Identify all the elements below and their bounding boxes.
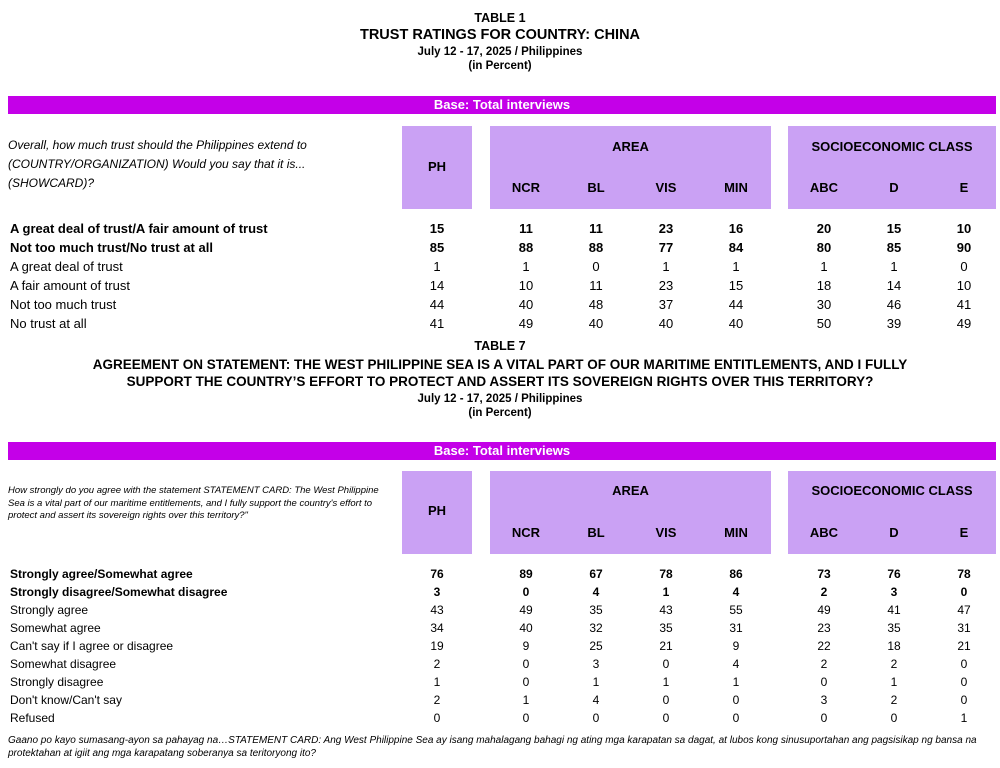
cell-min: 84 xyxy=(728,240,744,255)
cell-e: 0 xyxy=(960,585,968,599)
cell-abc: 50 xyxy=(816,316,832,331)
table7-bl-header: BL xyxy=(587,525,605,540)
table-row xyxy=(0,295,1000,314)
cell-ncr: 40 xyxy=(519,621,533,635)
row-label: A great deal of trust/A fair amount of trust xyxy=(10,221,268,236)
cell-ncr: 0 xyxy=(522,711,530,725)
cell-vis: 23 xyxy=(658,278,674,293)
table1-unit: (in Percent) xyxy=(468,60,532,72)
table7-area-header: AREA xyxy=(612,483,649,498)
table1-ph-header: PH xyxy=(427,159,447,174)
table-row xyxy=(0,583,1000,601)
cell-d: 76 xyxy=(887,567,901,581)
table1-ncr-header: NCR xyxy=(511,180,541,195)
cell-min: 15 xyxy=(728,278,744,293)
table7-d-header: D xyxy=(889,525,899,540)
cell-d: 18 xyxy=(887,639,901,653)
cell-ph: 0 xyxy=(433,711,441,725)
table-row xyxy=(0,219,1000,238)
cell-bl: 1 xyxy=(592,675,600,689)
cell-d: 14 xyxy=(886,278,902,293)
cell-ph: 44 xyxy=(429,297,445,312)
cell-ncr: 0 xyxy=(522,585,530,599)
cell-e: 0 xyxy=(960,675,968,689)
cell-abc: 22 xyxy=(817,639,831,653)
cell-min: 4 xyxy=(732,585,740,599)
table-row xyxy=(0,601,1000,619)
cell-ph: 2 xyxy=(433,693,441,707)
cell-e: 31 xyxy=(957,621,971,635)
cell-ph: 76 xyxy=(430,567,444,581)
row-label: A great deal of trust xyxy=(10,259,123,274)
table-row xyxy=(0,655,1000,673)
cell-min: 55 xyxy=(729,603,743,617)
cell-min: 44 xyxy=(728,297,744,312)
cell-vis: 1 xyxy=(662,259,670,274)
cell-d: 35 xyxy=(887,621,901,635)
cell-abc: 3 xyxy=(820,693,828,707)
cell-vis: 37 xyxy=(658,297,674,312)
table7-title-line1: AGREEMENT ON STATEMENT: THE WEST PHILIPPINE SEA IS A VITAL PART OF OUR MARITIME ENTITLEMENTS, AND I FULLY xyxy=(92,357,908,372)
cell-ph: 19 xyxy=(430,639,444,653)
table7-question: How strongly do you agree with the statement STATEMENT CARD: The West Philippine Sea is a vital part of our maritime entitlements, and I fully support the country's effort to protect and assert its sovereign rights over this territory?" xyxy=(8,485,379,521)
table7-min-header: MIN xyxy=(724,525,748,540)
table1-base-bar: Base: Total interviews xyxy=(8,96,996,114)
row-label: Strongly disagree/Somewhat disagree xyxy=(10,585,228,599)
cell-bl: 4 xyxy=(592,585,600,599)
cell-e: 10 xyxy=(956,221,972,236)
cell-abc: 2 xyxy=(820,657,828,671)
cell-bl: 48 xyxy=(588,297,604,312)
cell-ncr: 10 xyxy=(518,278,534,293)
cell-e: 90 xyxy=(956,240,972,255)
table7-vis-header: VIS xyxy=(655,525,677,540)
cell-ph: 43 xyxy=(430,603,444,617)
cell-e: 21 xyxy=(957,639,971,653)
cell-bl: 88 xyxy=(588,240,604,255)
cell-bl: 4 xyxy=(592,693,600,707)
cell-d: 2 xyxy=(890,657,898,671)
table7-ses-header: SOCIOECONOMIC CLASS xyxy=(811,483,973,498)
cell-abc: 30 xyxy=(816,297,832,312)
table7-base-bar: Base: Total interviews xyxy=(8,442,996,460)
row-label: Somewhat agree xyxy=(10,621,101,635)
cell-ph: 1 xyxy=(433,259,441,274)
table1-min-header: MIN xyxy=(724,180,748,195)
cell-bl: 40 xyxy=(588,316,604,331)
cell-e: 10 xyxy=(956,278,972,293)
row-label: Not too much trust/No trust at all xyxy=(10,240,213,255)
row-label: A fair amount of trust xyxy=(10,278,130,293)
cell-abc: 18 xyxy=(816,278,832,293)
cell-abc: 0 xyxy=(820,675,828,689)
cell-min: 40 xyxy=(728,316,744,331)
cell-abc: 2 xyxy=(820,585,828,599)
cell-ncr: 49 xyxy=(518,316,534,331)
cell-ph: 2 xyxy=(433,657,441,671)
cell-bl: 67 xyxy=(589,567,603,581)
cell-min: 4 xyxy=(732,657,740,671)
cell-min: 0 xyxy=(732,693,740,707)
cell-ncr: 1 xyxy=(522,693,530,707)
cell-abc: 80 xyxy=(816,240,832,255)
table-row xyxy=(0,709,1000,727)
cell-min: 1 xyxy=(732,259,740,274)
cell-ph: 41 xyxy=(429,316,445,331)
cell-e: 49 xyxy=(956,316,972,331)
table1-title: TRUST RATINGS FOR COUNTRY: CHINA xyxy=(359,27,641,43)
cell-ncr: 0 xyxy=(522,657,530,671)
cell-e: 1 xyxy=(960,711,968,725)
table7-e-header: E xyxy=(959,525,969,540)
cell-ncr: 0 xyxy=(522,675,530,689)
cell-min: 9 xyxy=(732,639,740,653)
cell-min: 1 xyxy=(732,675,740,689)
table-row xyxy=(0,565,1000,583)
table1-question: Overall, how much trust should the Philippines extend to (COUNTRY/ORGANIZATION) Would you say that it is... (SHOWCARD)? xyxy=(8,138,307,190)
table7-date: July 12 - 17, 2025 / Philippines xyxy=(417,393,583,405)
cell-min: 31 xyxy=(729,621,743,635)
cell-d: 85 xyxy=(886,240,902,255)
cell-abc: 20 xyxy=(816,221,832,236)
table1-vis-header: VIS xyxy=(655,180,677,195)
cell-d: 3 xyxy=(890,585,898,599)
cell-bl: 35 xyxy=(589,603,603,617)
cell-ncr: 89 xyxy=(519,567,533,581)
row-label: Not too much trust xyxy=(10,297,117,312)
cell-ph: 3 xyxy=(433,585,441,599)
table7-footnote: Gaano po kayo sumasang-ayon sa pahayag na…STATEMENT CARD: Ang West Philippine Sea ay isang mahalagang bahagi ng ating mga karapatan sa dagat, at lubos kong sinusuportahan ang pagsisikap ng bansa na protektahan at igiit ang mga karapatang soberanya sa teritoryong ito? xyxy=(8,735,977,759)
cell-ncr: 40 xyxy=(518,297,534,312)
cell-vis: 21 xyxy=(659,639,673,653)
cell-vis: 77 xyxy=(658,240,674,255)
row-label: Strongly disagree xyxy=(10,675,104,689)
table1-label: TABLE 1 xyxy=(474,11,526,25)
cell-d: 15 xyxy=(886,221,902,236)
cell-vis: 0 xyxy=(662,711,670,725)
row-label: Can't say if I agree or disagree xyxy=(10,639,174,653)
table-row xyxy=(0,691,1000,709)
cell-e: 0 xyxy=(960,657,968,671)
table7-title-line2: SUPPORT THE COUNTRY’S EFFORT TO PROTECT AND ASSERT ITS SOVEREIGN RIGHTS OVER THIS TERRITORY? xyxy=(126,374,874,389)
table1-area-header: AREA xyxy=(612,139,649,154)
cell-d: 46 xyxy=(886,297,902,312)
cell-bl: 11 xyxy=(589,221,603,236)
table-row xyxy=(0,619,1000,637)
cell-min: 86 xyxy=(729,567,743,581)
cell-vis: 1 xyxy=(662,675,670,689)
cell-vis: 0 xyxy=(662,693,670,707)
table7-ncr-header: NCR xyxy=(511,525,541,540)
table7-heading xyxy=(0,339,1000,420)
cell-d: 2 xyxy=(890,693,898,707)
table1-bl-header: BL xyxy=(587,180,605,195)
cell-bl: 32 xyxy=(589,621,603,635)
cell-bl: 3 xyxy=(592,657,600,671)
cell-min: 16 xyxy=(728,221,744,236)
cell-abc: 23 xyxy=(817,621,831,635)
cell-d: 39 xyxy=(886,316,902,331)
cell-vis: 0 xyxy=(662,657,670,671)
table7-ph-header: PH xyxy=(427,503,447,518)
table-row xyxy=(0,673,1000,691)
table-row xyxy=(0,314,1000,333)
cell-abc: 73 xyxy=(817,567,831,581)
cell-bl: 0 xyxy=(592,711,600,725)
table-row xyxy=(0,238,1000,257)
cell-abc: 49 xyxy=(817,603,831,617)
cell-abc: 1 xyxy=(820,259,828,274)
row-label: Somewhat disagree xyxy=(10,657,117,671)
cell-d: 1 xyxy=(890,259,898,274)
cell-e: 41 xyxy=(956,297,972,312)
cell-vis: 23 xyxy=(658,221,674,236)
cell-ncr: 49 xyxy=(519,603,533,617)
cell-bl: 0 xyxy=(592,259,600,274)
table7-abc-header: ABC xyxy=(809,525,839,540)
table7-unit: (in Percent) xyxy=(468,407,532,419)
cell-ph: 15 xyxy=(429,221,445,236)
table-row xyxy=(0,637,1000,655)
cell-d: 41 xyxy=(887,603,901,617)
cell-vis: 1 xyxy=(662,585,670,599)
cell-e: 0 xyxy=(960,259,968,274)
cell-bl: 11 xyxy=(589,278,603,293)
cell-d: 1 xyxy=(890,675,898,689)
cell-d: 0 xyxy=(890,711,898,725)
row-label: Don't know/Can't say xyxy=(10,693,122,707)
row-label: Strongly agree xyxy=(10,603,89,617)
cell-ph: 85 xyxy=(429,240,445,255)
cell-ph: 34 xyxy=(430,621,444,635)
row-label: Refused xyxy=(10,711,55,725)
cell-min: 0 xyxy=(732,711,740,725)
cell-ncr: 1 xyxy=(522,259,530,274)
cell-ncr: 88 xyxy=(518,240,534,255)
cell-vis: 35 xyxy=(659,621,673,635)
cell-ph: 14 xyxy=(429,278,445,293)
row-label: Strongly agree/Somewhat agree xyxy=(10,567,193,581)
table1-ses-header: SOCIOECONOMIC CLASS xyxy=(811,139,973,154)
table7-label: TABLE 7 xyxy=(474,339,526,353)
table1-d-header: D xyxy=(889,180,899,195)
table-row xyxy=(0,257,1000,276)
table1-date: July 12 - 17, 2025 / Philippines xyxy=(417,46,583,58)
cell-ncr: 9 xyxy=(522,639,530,653)
cell-e: 47 xyxy=(957,603,971,617)
cell-e: 0 xyxy=(960,693,968,707)
table1-heading xyxy=(0,11,1000,73)
cell-ph: 1 xyxy=(433,675,441,689)
cell-ncr: 11 xyxy=(519,221,533,236)
cell-vis: 43 xyxy=(659,603,673,617)
cell-e: 78 xyxy=(957,567,971,581)
cell-vis: 40 xyxy=(658,316,674,331)
table-row xyxy=(0,276,1000,295)
row-label: No trust at all xyxy=(10,316,87,331)
cell-abc: 0 xyxy=(820,711,828,725)
table1-abc-header: ABC xyxy=(809,180,839,195)
cell-bl: 25 xyxy=(589,639,603,653)
cell-vis: 78 xyxy=(659,567,673,581)
table1-e-header: E xyxy=(959,180,969,195)
